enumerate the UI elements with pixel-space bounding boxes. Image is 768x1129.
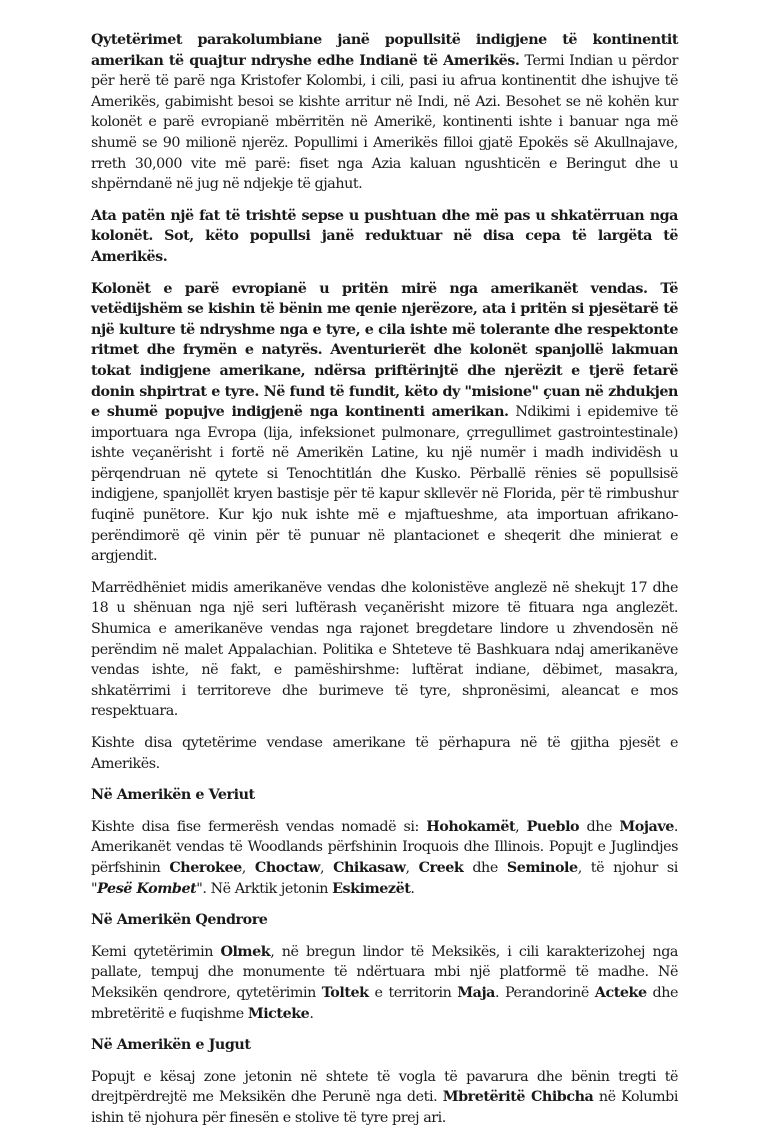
text: ". Në Arktik jetonin: [196, 880, 333, 897]
text: . Perandorinë: [495, 984, 595, 1001]
text: ,: [319, 859, 334, 876]
colonists-body: Ndikimi i epidemive të importuara nga Evropa (lija, infeksionet pulmonare, çrregullimet gastrointestinale) ishte veçanërisht i fortë në Amerikën Latine, ku një numër i madh individësh u përqendruan në qytete si Tenochtitlán dhe Kusko. Përballë rënies së popullsisë indigjene, spanjollët kryen bastisje për të kapur skllevër në Florida, për të rimbushur fuqinë punëtore. Kur kjo nuk ishte më e mjaftueshme, ata importuan afrikano-perëndimorë që vinin për të punuar në plantacionet e sheqerit dhe minierat e argjendit.: [91, 404, 678, 565]
heading-central-america: Në Amerikën Qendrore: [91, 912, 268, 929]
paragraph-colonists: [91, 279, 678, 567]
text: , në bregun lindor të Meksikës, i cili karakterizohej nga pallate, tempuj dhe monumente të ndërtuara mbi një platformë të madhe. Në Meksikën qendrore, qytetërimin: [91, 943, 678, 1001]
term-toltek: Toltek: [321, 984, 369, 1001]
text: ,: [515, 818, 527, 835]
intro-lead: Qytetërimet parakolumbiane janë popullsitë indigjene të kontinentit amerikan të quajtur ndryshe edhe Indianë të Amerikës.: [91, 32, 678, 69]
text: dhe: [463, 859, 507, 876]
term-creek: Creek: [418, 859, 464, 876]
term-chibcha: Mbretëritë Chibcha: [442, 1089, 594, 1106]
colonists-lead: Kolonët e parë evropianë u pritën mirë nga amerikanët vendas. Të vetëdijshëm se kishin të bënin me qenie njerëzore, ata i pritën si pjesëtarë të një kulture të ndryshme nga e tyre, e cila ishte më tolerante dhe respektonte ritmet dhe frymën e natyrës. Aventurierët dhe kolonët spanjollë lakmuan tokat indigjene amerikane, ndërsa priftërinjtë dhe njerëzit e tjerë fetarë donin shpirtrat e tyre. Në fund të fundit, këto dy "misione" çuan në zhdukjen e shumë popujve indigjenë nga kontinenti amerikan.: [91, 280, 678, 421]
term-cherokee: Cherokee: [169, 859, 242, 876]
paragraph-civilizations: [91, 733, 678, 774]
heading-north-america: Në Amerikën e Veriut: [91, 787, 255, 804]
text: ,: [405, 859, 419, 876]
term-five-nations: Pesë Kombet: [97, 880, 197, 897]
term-mojave: Mojave: [619, 818, 674, 835]
text: Kishte disa fise fermerësh vendas nomadë si:: [91, 818, 427, 835]
paragraph-south-america: [91, 1067, 678, 1129]
fate-text: Ata patën një fat të trishtë sepse u pushtuan dhe më pas u shkatërruan nga kolonët. Sot, këto popullsi janë reduktuar në disa cepa të largëta të Amerikës.: [91, 207, 678, 265]
term-micteke: Micteke: [247, 1005, 310, 1022]
text: .: [410, 880, 415, 897]
heading-south-america: Në Amerikën e Jugut: [91, 1037, 251, 1054]
term-chikasaw: Chikasaw: [333, 859, 406, 876]
paragraph-fate: [91, 206, 678, 268]
term-pueblo: Pueblo: [526, 818, 580, 835]
term-acteke: Acteke: [594, 984, 647, 1001]
text: , të njohur si ": [91, 859, 678, 897]
text: Kemi qytetërimin: [91, 943, 221, 960]
intro-body: Termi Indian u përdor për herë të parë nga Kristofer Kolombi, i cili, pasi iu afrua kontinentit dhe ishujve të Amerikës, gabimisht besoi se kishte arritur në Indi, në Azi. Besohet se në kohën kur kolonët e parë evropianë mbërritën në Amerikë, kontinenti ishte i banuar nga më shumë se 90 milionë njerëz. Popullimi i Amerikës filloi gjatë Epokës së Akullnajave, rreth 30,000 vite më parë: fiset nga Azia kaluan ngushticën e Beringut dhe u shpërndanë në jug në ndjekje të gjahut.: [91, 52, 678, 193]
term-maja: Maja: [457, 984, 495, 1001]
relations-text: Marrëdhëniet midis amerikanëve vendas dhe kolonistëve anglezë në shekujt 17 dhe 18 u shënuan nga një seri luftërash veçanërisht mizore të fituara nga anglezët. Shumica e amerikanëve vendas nga rajonet bregdetare lindore u zhvendosën në perëndim në malet Appalachian. Politika e Shteteve të Bashkuara ndaj amerikanëve vendas ishte, në fakt, e pamëshirshme: luftërat indiane, dëbimet, masakra, shkatërrimi i territoreve dhe burimeve të tyre, shpronësimi, aleancat e mos respektuara.: [91, 579, 678, 720]
text: dhe: [579, 818, 620, 835]
civilizations-text: Kishte disa qytetërime vendase amerikane të përhapura në të gjitha pjesët e Amerikës.: [91, 735, 678, 772]
paragraph-relations: [91, 578, 678, 722]
paragraph-north-america: [91, 817, 678, 899]
text: në Kolumbi ishin të njohura për finesën e stolive të tyre prej ari.: [91, 1089, 678, 1126]
text: Popujt e kësaj zone jetonin në shtete të vogla të pavarura dhe bënin tregti të drejtpërdrejtë me Meksikën dhe Perunë nga deti.: [91, 1068, 678, 1106]
term-seminole: Seminole: [506, 859, 578, 876]
text: e territorin: [368, 984, 458, 1001]
term-hohokam: Hohokamët: [426, 818, 516, 835]
text: .: [309, 1005, 314, 1022]
text: . Amerikanët vendas të Woodlands përfshinin Iroquois dhe Illinois. Popujt e Juglindjes përfshinin: [91, 818, 678, 876]
term-olmek: Olmek: [220, 943, 271, 960]
text: dhe mbretëritë e fuqishme: [91, 984, 678, 1022]
term-choctaw: Choctaw: [254, 859, 320, 876]
paragraph-central-america: [91, 942, 678, 1024]
term-eskimos: Eskimezët: [332, 880, 411, 897]
text: ,: [241, 859, 255, 876]
paragraph-intro: [91, 30, 678, 195]
